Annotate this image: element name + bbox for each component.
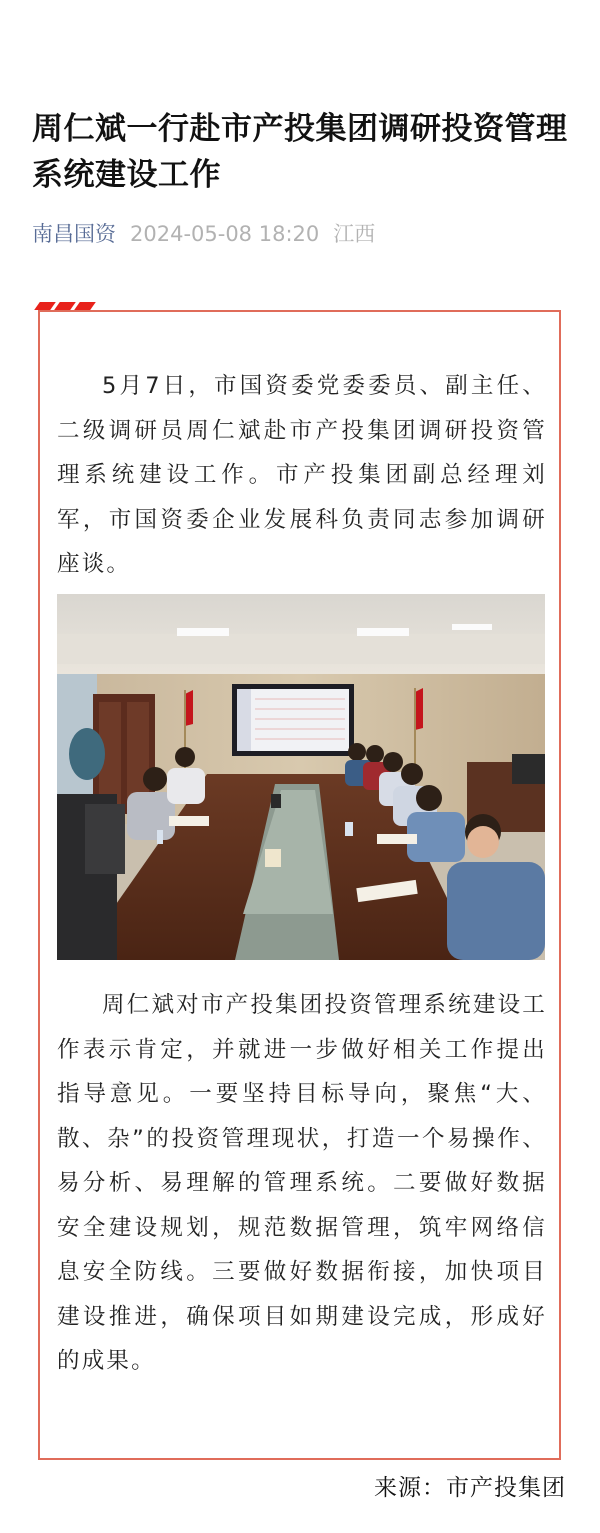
article-paragraph-1 [57,364,547,587]
publish-datetime: 2024-05-08 18:20 [130,222,320,246]
meeting-photo-illustration [57,594,545,960]
stripe-mark [74,302,96,310]
meeting-photo[interactable] [57,594,545,960]
account-name-link[interactable]: 南昌国资 [32,222,116,246]
article-paragraph-2 [57,983,547,1384]
stripe-mark [34,302,56,310]
article-title: 周仁斌一行赴市产投集团调研投资管理系统建设工作 [32,111,568,193]
paragraph-1-text: 5月7日，市国资委党委委员、副主任、二级调研员周仁斌赴市产投集团调研投资管理系统建设工作。市产投集团副总经理刘军，市国资委企业发展科负责同志参加调研座谈。 [57,373,547,577]
publish-location: 江西 [333,222,376,246]
stripe-mark [54,302,76,310]
paragraph-2-text: 周仁斌对市产投集团投资管理系统建设工作表示肯定，并就进一步做好相关工作提出指导意见。一要坚持目标导向，聚焦“大、散、杂”的投资管理现状，打造一个易操作、易分析、易理解的管理系统。二要做好数据安全建设规划，规范数据管理，筑牢网络信息安全防线。三要做好数据衔接，加快项目建设推进，确保项目如期建设完成，形成好的成果。 [57,992,547,1374]
article-meta [32,218,375,250]
article-source: 来源：市产投集团 [374,1475,566,1501]
